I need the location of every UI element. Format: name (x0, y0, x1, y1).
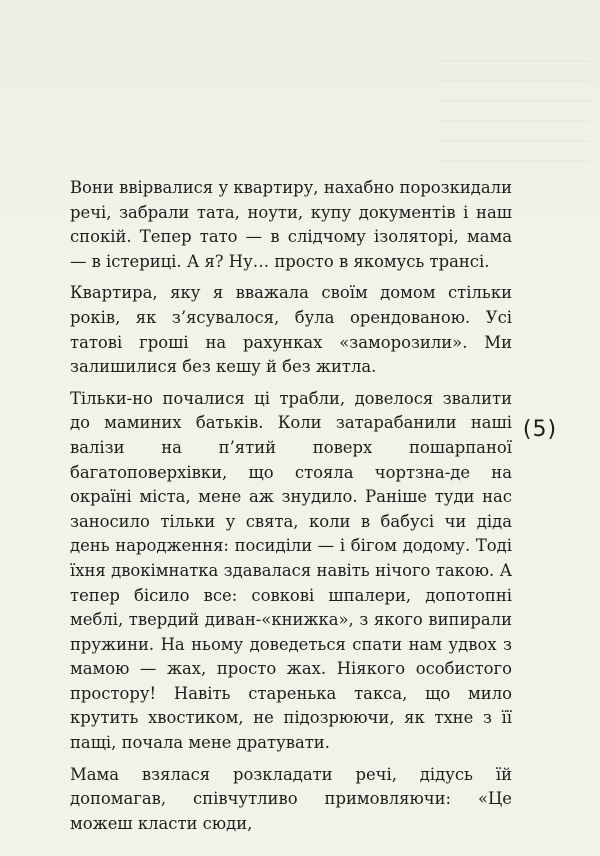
page-number: (5) (522, 417, 558, 442)
paragraph-1: Вони ввірвалися у квартиру, нахабно порозкидали речі, забрали тата, ноути, купу документів і наш спокій. Тепер тато — в слідчому ізоляторі, мама — в істериці. А я? Ну… просто в якомусь трансі. (70, 178, 512, 271)
paragraph-4: Мама взялася розкладати речі, дідусь їй допомагав, співчутливо примовляючи: «Це можеш класти сюди, (70, 764, 512, 833)
paragraph-2: Квартира, яку я вважала своїм домом стільки років, як з’ясувалося, була орендованою. Усі татові гроші на рахунках «заморозили». Ми залишилися без кешу й без житла. (70, 283, 512, 377)
body-text (70, 176, 512, 843)
paragraph-3: Тільки-но почалися ці трабли, довелося звалити до маминих батьків. Коли затарабанили наші валізи на п’ятий поверх пошарпаної багатоповерхівки, що стояла чортзна-де на окраїні міста, мене аж знудило. Раніше туди нас заносило тільки у свята, коли в бабусі чи діда день народження: посиділи — і бігом додому. Тоді їхня двокімнатка здавалася навіть нічого такою. А тепер бісило все: совкові шпалери, допотопні меблі, твердий диван-«книжка», з якого випирали пружини. На ньому доведеться спати нам удвох з мамою — жах, просто жах. Ніякого особистого простору! Навіть старенька такса, що мило крутить хвостиком, не підозрюючи, як тхне з її пащі, почала мене дратувати. (70, 388, 512, 753)
show-through-text (440, 60, 590, 170)
